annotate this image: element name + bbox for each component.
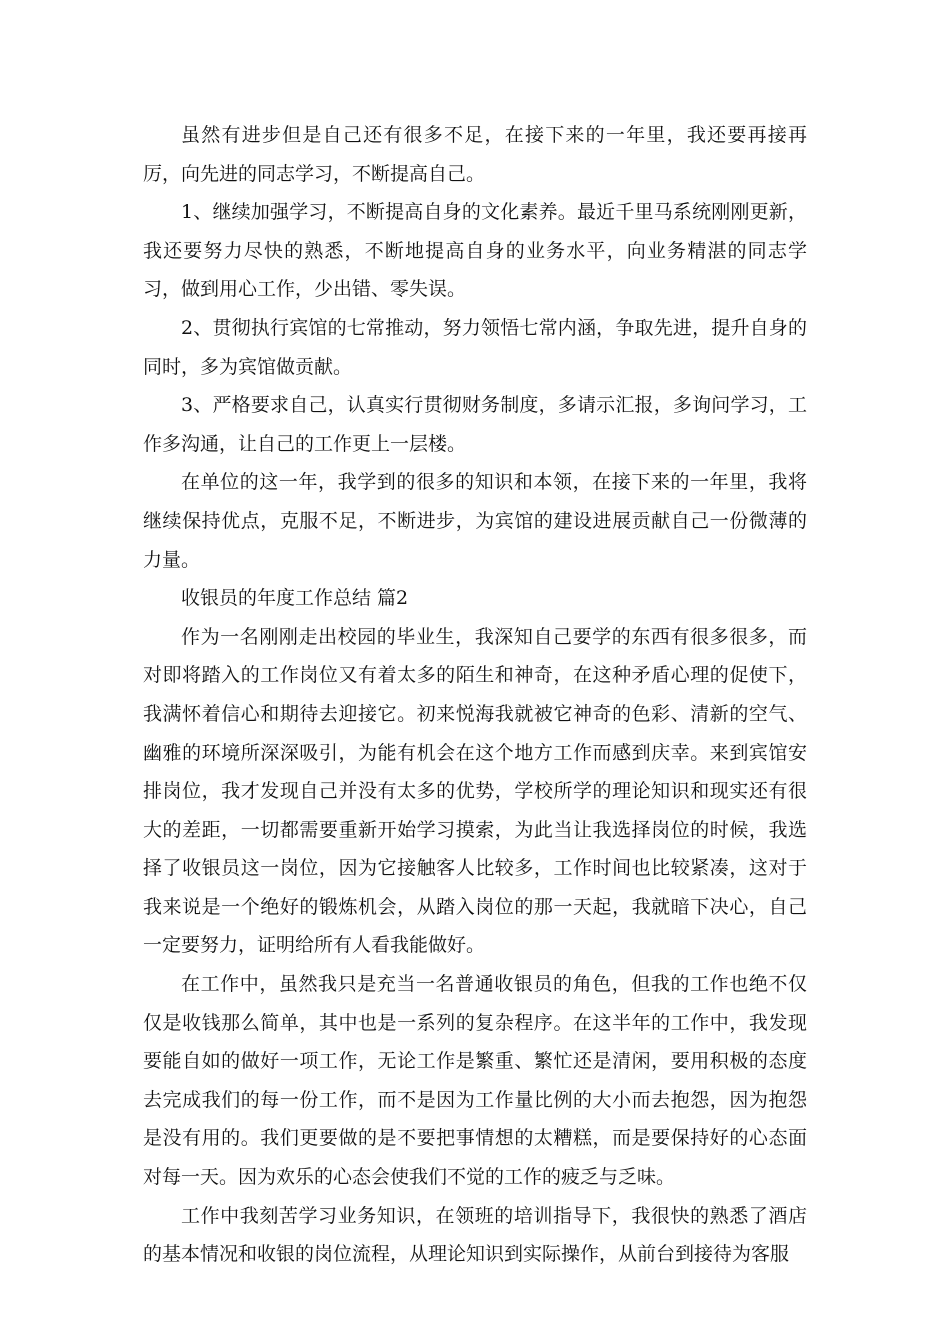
- section-heading: 收银员的年度工作总结 篇2: [181, 587, 409, 610]
- paragraph-point-2: 2、贯彻执行宾馆的七常推动，努力领悟七常内涵，争取先进，提升自身的同时，多为宾馆做贡献。: [143, 316, 807, 378]
- paragraph-improvement-intro: 虽然有进步但是自己还有很多不足，在接下来的一年里，我还要再接再厉，向先进的同志学习，不断提高自己。: [143, 124, 807, 185]
- paragraph-graduate-intro: 作为一名刚刚走出校园的毕业生，我深知自己要学的东西有很多很多，而对即将踏入的工作岗位又有着太多的陌生和神奇，在这种矛盾心理的促使下，我满怀着信心和期待去迎接它。初来悦海我就被它神奇的色彩、清新的空气、幽雅的环境所深深吸引，为能有机会在这个地方工作而感到庆幸。来到宾馆安排岗位，我才发现自己并没有太多的优势，学校所学的理论知识和现实还有很大的差距，一切都需要重新开始学习摸索，为此当让我选择岗位的时候，我选择了收银员这一岗位，因为它接触客人比较多，工作时间也比较紧凑，这对于我来说是一个绝好的锻炼机会，从踏入岗位的那一天起，我就暗下决心，自己一定要努力，证明给所有人看我能做好。: [143, 625, 807, 957]
- paragraph-learning-business: 工作中我刻苦学习业务知识，在领班的培训指导下，我很快的熟悉了酒店的基本情况和收银的岗位流程，从理论知识到实际操作，从前台到接待为客服: [143, 1204, 807, 1266]
- paragraph-year-summary: 在单位的这一年，我学到的很多的知识和本领，在接下来的一年里，我将继续保持优点，克服不足，不断进步，为宾馆的建设进展贡献自己一份微薄的力量。: [143, 471, 807, 571]
- document-body: [143, 116, 807, 1274]
- paragraph-cashier-attitude: 在工作中，虽然我只是充当一名普通收银员的角色，但我的工作也绝不仅仅是收钱那么简单，其中也是一系列的复杂程序。在这半年的工作中，我发现要能自如的做好一项工作，无论工作是繁重、繁忙还是清闲，要用积极的态度去完成我们的每一份工作，而不是因为工作量比例的大小而去抱怨，因为抱怨是没有用的。我们更要做的是不要把事情想的太糟糕，而是要保持好的心态面对每一天。因为欢乐的心态会使我们不觉的工作的疲乏与乏味。: [143, 973, 807, 1189]
- paragraph-point-3: 3、严格要求自己，认真实行贯彻财务制度，多请示汇报，多询问学习，工作多沟通，让自己的工作更上一层楼。: [143, 394, 807, 455]
- paragraph-point-1: 1、继续加强学习，不断提高自身的文化素养。最近千里马系统刚刚更新，我还要努力尽快的熟悉，不断地提高自身的业务水平，向业务精湛的同志学习，做到用心工作，少出错、零失误。: [143, 201, 807, 301]
